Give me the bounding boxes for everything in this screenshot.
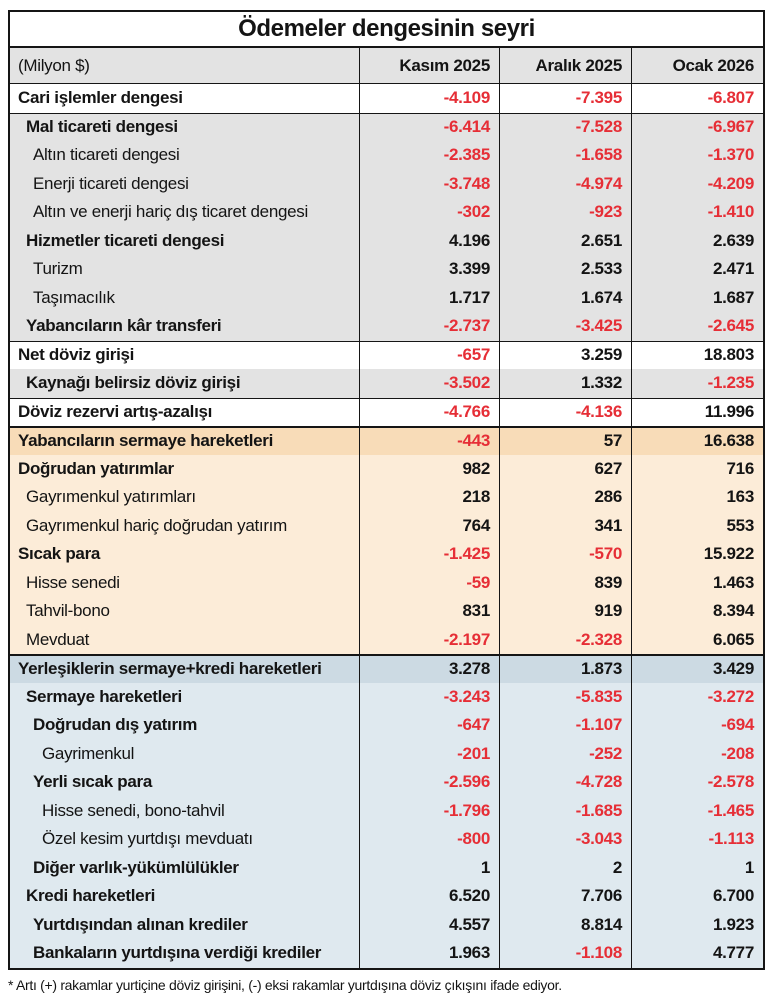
row-value-kasim: 1.717 — [359, 284, 499, 313]
footnote: * Artı (+) rakamlar yurtiçine döviz girişini, (-) eksi rakamlar yurtdışına döviz çıkışını ifade ediyor. — [8, 977, 562, 993]
row-value-aralik: -1.108 — [499, 939, 631, 968]
row-value-kasim: 982 — [359, 455, 499, 484]
row-value-aralik: 2.651 — [499, 227, 631, 256]
table-header-row — [10, 48, 763, 84]
table-row — [10, 711, 763, 740]
row-label: Döviz rezervi artış-azalışı — [18, 402, 213, 422]
row-label: Cari işlemler dengesi — [18, 88, 183, 108]
table-row — [10, 369, 763, 398]
row-value-ocak: -6.807 — [631, 84, 763, 113]
row-value-kasim: -3.243 — [359, 683, 499, 712]
row-value-aralik: 8.814 — [499, 911, 631, 940]
row-value-aralik: -7.395 — [499, 84, 631, 113]
unit-label: (Milyon $) — [18, 55, 90, 75]
row-value-kasim: -59 — [359, 569, 499, 598]
row-value-kasim: -2.596 — [359, 768, 499, 797]
table-body — [10, 84, 763, 968]
row-value-ocak: 11.996 — [631, 399, 763, 427]
row-value-kasim: 6.520 — [359, 882, 499, 911]
row-value-ocak: 163 — [631, 483, 763, 512]
column-header-aralik-2025: Aralık 2025 — [499, 48, 631, 83]
row-label: Bankaların yurtdışına verdiği krediler — [33, 943, 322, 963]
row-value-ocak: 1.687 — [631, 284, 763, 313]
row-value-aralik: -923 — [499, 198, 631, 227]
row-value-aralik: 3.259 — [499, 342, 631, 370]
table-row — [10, 113, 763, 142]
row-value-ocak: 716 — [631, 455, 763, 484]
row-value-aralik: -252 — [499, 740, 631, 769]
row-value-aralik: 1.674 — [499, 284, 631, 313]
row-value-ocak: -694 — [631, 711, 763, 740]
row-value-aralik: 57 — [499, 428, 631, 455]
row-value-kasim: 1.963 — [359, 939, 499, 968]
table-row — [10, 540, 763, 569]
row-value-kasim: 218 — [359, 483, 499, 512]
row-value-ocak: -4.209 — [631, 170, 763, 199]
table-row — [10, 84, 763, 113]
row-value-aralik: -4.136 — [499, 399, 631, 427]
row-label: Mal ticareti dengesi — [26, 117, 178, 137]
row-label: Taşımacılık — [33, 287, 115, 307]
table-row — [10, 455, 763, 484]
row-label: Gayrımenkul hariç doğrudan yatırım — [26, 515, 287, 535]
table-row — [10, 939, 763, 968]
table-row — [10, 312, 763, 341]
row-value-kasim: -6.414 — [359, 114, 499, 142]
row-label: Altın ve enerji hariç dış ticaret dengesi — [33, 202, 308, 222]
table-row — [10, 426, 763, 455]
row-value-ocak: -1.465 — [631, 797, 763, 826]
row-value-ocak: 1.463 — [631, 569, 763, 598]
row-value-aralik: -570 — [499, 540, 631, 569]
row-value-ocak: 553 — [631, 512, 763, 541]
table-row — [10, 483, 763, 512]
row-value-ocak: 2.471 — [631, 255, 763, 284]
row-value-ocak: -1.370 — [631, 141, 763, 170]
row-value-aralik: -3.425 — [499, 312, 631, 341]
row-value-aralik: -5.835 — [499, 683, 631, 712]
row-value-ocak: 2.639 — [631, 227, 763, 256]
table-row — [10, 911, 763, 940]
row-value-aralik: 1.873 — [499, 656, 631, 683]
row-value-aralik: -1.685 — [499, 797, 631, 826]
table-row — [10, 398, 763, 427]
row-value-ocak: -3.272 — [631, 683, 763, 712]
row-value-kasim: 4.196 — [359, 227, 499, 256]
row-value-ocak: 18.803 — [631, 342, 763, 370]
row-value-kasim: 764 — [359, 512, 499, 541]
row-value-aralik: 919 — [499, 597, 631, 626]
row-value-kasim: 3.399 — [359, 255, 499, 284]
row-value-kasim: -443 — [359, 428, 499, 455]
row-label: Hizmetler ticareti dengesi — [26, 230, 225, 250]
row-label: Net döviz girişi — [18, 345, 135, 365]
table-row — [10, 626, 763, 655]
row-value-kasim: -302 — [359, 198, 499, 227]
row-value-aralik: 839 — [499, 569, 631, 598]
table-row — [10, 170, 763, 199]
table-row — [10, 882, 763, 911]
row-value-aralik: -3.043 — [499, 825, 631, 854]
column-header-ocak-2026: Ocak 2026 — [631, 48, 763, 83]
table-row — [10, 198, 763, 227]
row-value-aralik: 7.706 — [499, 882, 631, 911]
table-row — [10, 597, 763, 626]
row-value-ocak: -1.113 — [631, 825, 763, 854]
table-row — [10, 512, 763, 541]
row-label: Sermaye hareketleri — [26, 686, 182, 706]
table-row — [10, 854, 763, 883]
row-label: Tahvil-bono — [26, 601, 110, 621]
row-value-aralik: 341 — [499, 512, 631, 541]
column-header-kasim-2025: Kasım 2025 — [359, 48, 499, 83]
table-title: Ödemeler dengesinin seyri — [10, 12, 763, 48]
row-value-ocak: -208 — [631, 740, 763, 769]
row-value-ocak: 3.429 — [631, 656, 763, 683]
row-label: Gayrimenkul — [42, 743, 135, 763]
table-row — [10, 284, 763, 313]
row-value-ocak: 8.394 — [631, 597, 763, 626]
row-label: Yurtdışından alınan krediler — [33, 914, 248, 934]
table-row — [10, 227, 763, 256]
row-label: Mevduat — [26, 629, 90, 649]
table-row — [10, 255, 763, 284]
table-row — [10, 768, 763, 797]
row-value-kasim: 831 — [359, 597, 499, 626]
row-label: Altın ticareti dengesi — [33, 145, 180, 165]
row-label: Yabancıların sermaye hareketleri — [18, 431, 274, 451]
row-value-kasim: -3.748 — [359, 170, 499, 199]
row-value-kasim: 1 — [359, 854, 499, 883]
row-value-aralik: 1.332 — [499, 369, 631, 398]
row-value-aralik: 286 — [499, 483, 631, 512]
table-row — [10, 654, 763, 683]
row-value-aralik: -4.974 — [499, 170, 631, 199]
row-value-ocak: 4.777 — [631, 939, 763, 968]
row-label: Kaynağı belirsiz döviz girişi — [26, 373, 241, 393]
row-label: Enerji ticareti dengesi — [33, 173, 189, 193]
row-value-aralik: 627 — [499, 455, 631, 484]
row-value-ocak: -2.578 — [631, 768, 763, 797]
row-value-kasim: 4.557 — [359, 911, 499, 940]
row-value-kasim: -201 — [359, 740, 499, 769]
row-label: Yerleşiklerin sermaye+kredi hareketleri — [18, 659, 322, 679]
table-row — [10, 569, 763, 598]
table-row — [10, 341, 763, 370]
row-value-ocak: 6.065 — [631, 626, 763, 655]
row-value-ocak: 15.922 — [631, 540, 763, 569]
row-label: Hisse senedi, bono-tahvil — [42, 800, 225, 820]
row-label: Doğrudan yatırımlar — [18, 458, 174, 478]
row-value-kasim: -3.502 — [359, 369, 499, 398]
row-label: Yabancıların kâr transferi — [26, 316, 222, 336]
row-value-kasim: -2.385 — [359, 141, 499, 170]
row-value-kasim: -1.425 — [359, 540, 499, 569]
row-value-kasim: -1.796 — [359, 797, 499, 826]
balance-of-payments-table — [8, 10, 765, 970]
row-value-aralik: -7.528 — [499, 114, 631, 142]
table-row — [10, 825, 763, 854]
row-value-kasim: 3.278 — [359, 656, 499, 683]
row-value-ocak: -1.235 — [631, 369, 763, 398]
row-label: Gayrımenkul yatırımları — [26, 487, 196, 507]
row-value-ocak: -2.645 — [631, 312, 763, 341]
row-label: Diğer varlık-yükümlülükler — [33, 857, 239, 877]
row-value-ocak: 1 — [631, 854, 763, 883]
row-value-kasim: -800 — [359, 825, 499, 854]
row-label: Hisse senedi — [26, 572, 120, 592]
row-value-aralik: 2 — [499, 854, 631, 883]
row-value-ocak: -1.410 — [631, 198, 763, 227]
row-label: Yerli sıcak para — [33, 772, 153, 792]
row-value-ocak: 1.923 — [631, 911, 763, 940]
row-value-ocak: -6.967 — [631, 114, 763, 142]
row-label: Doğrudan dış yatırım — [33, 715, 198, 735]
row-value-aralik: -4.728 — [499, 768, 631, 797]
row-value-kasim: -2.197 — [359, 626, 499, 655]
row-value-kasim: -657 — [359, 342, 499, 370]
table-row — [10, 683, 763, 712]
row-label: Kredi hareketleri — [26, 886, 156, 906]
table-row — [10, 797, 763, 826]
row-value-ocak: 16.638 — [631, 428, 763, 455]
row-value-aralik: -1.658 — [499, 141, 631, 170]
row-value-kasim: -647 — [359, 711, 499, 740]
row-label: Sıcak para — [18, 544, 101, 564]
row-value-aralik: -1.107 — [499, 711, 631, 740]
row-value-kasim: -4.766 — [359, 399, 499, 427]
row-label: Özel kesim yurtdışı mevduatı — [42, 829, 253, 849]
row-label: Turizm — [33, 259, 83, 279]
row-value-kasim: -4.109 — [359, 84, 499, 113]
table-row — [10, 141, 763, 170]
row-value-aralik: -2.328 — [499, 626, 631, 655]
table-row — [10, 740, 763, 769]
row-value-ocak: 6.700 — [631, 882, 763, 911]
row-value-aralik: 2.533 — [499, 255, 631, 284]
row-value-kasim: -2.737 — [359, 312, 499, 341]
